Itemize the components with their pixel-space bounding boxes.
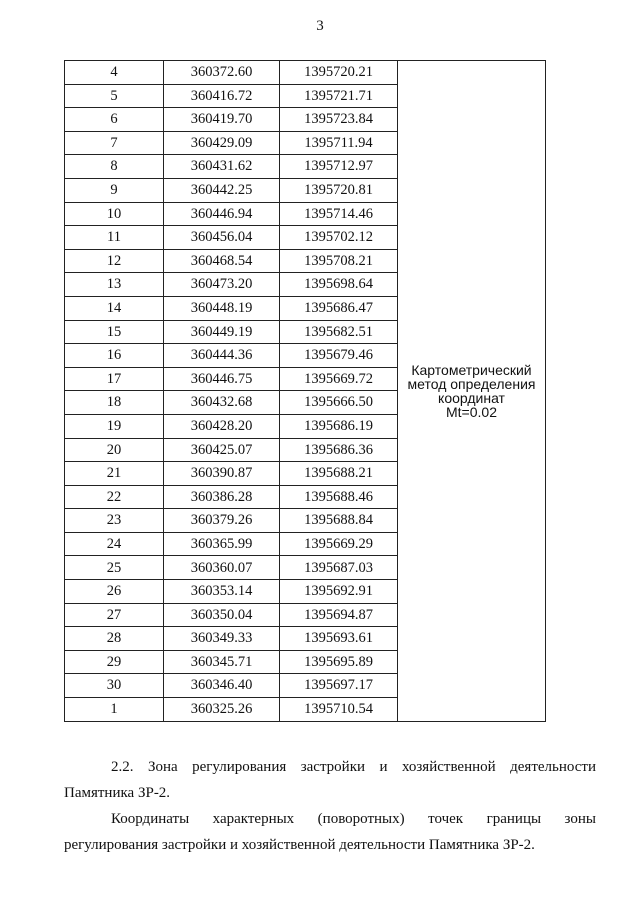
x-coordinate-cell: 360446.94 — [164, 202, 280, 226]
y-coordinate-cell: 1395721.71 — [280, 84, 398, 108]
point-number-cell: 19 — [65, 414, 164, 438]
y-coordinate-cell: 1395712.97 — [280, 155, 398, 179]
method-line: метод определения — [407, 375, 536, 392]
y-coordinate-cell: 1395682.51 — [280, 320, 398, 344]
x-coordinate-cell: 360431.62 — [164, 155, 280, 179]
x-coordinate-cell: 360444.36 — [164, 344, 280, 368]
method-line: Mt=0.02 — [446, 403, 497, 420]
y-coordinate-cell: 1395688.46 — [280, 485, 398, 509]
x-coordinate-cell: 360349.33 — [164, 627, 280, 651]
point-number-cell: 8 — [65, 155, 164, 179]
method-line: координат — [438, 389, 505, 406]
x-coordinate-cell: 360372.60 — [164, 61, 280, 85]
y-coordinate-cell: 1395720.81 — [280, 178, 398, 202]
point-number-cell: 11 — [65, 226, 164, 250]
x-coordinate-cell: 360390.87 — [164, 462, 280, 486]
y-coordinate-cell: 1395666.50 — [280, 391, 398, 415]
x-coordinate-cell: 360432.68 — [164, 391, 280, 415]
point-number-cell: 17 — [65, 367, 164, 391]
y-coordinate-cell: 1395669.72 — [280, 367, 398, 391]
x-coordinate-cell: 360473.20 — [164, 273, 280, 297]
y-coordinate-cell: 1395714.46 — [280, 202, 398, 226]
y-coordinate-cell: 1395698.64 — [280, 273, 398, 297]
method-cell — [398, 61, 546, 722]
point-number-cell: 4 — [65, 61, 164, 85]
y-coordinate-cell: 1395694.87 — [280, 603, 398, 627]
y-coordinate-cell: 1395723.84 — [280, 108, 398, 132]
x-coordinate-cell: 360425.07 — [164, 438, 280, 462]
y-coordinate-cell: 1395702.12 — [280, 226, 398, 250]
point-number-cell: 30 — [65, 674, 164, 698]
point-number-cell: 26 — [65, 580, 164, 604]
coordinates-table — [64, 60, 546, 722]
point-number-cell: 15 — [65, 320, 164, 344]
x-coordinate-cell: 360416.72 — [164, 84, 280, 108]
point-number-cell: 9 — [65, 178, 164, 202]
y-coordinate-cell: 1395669.29 — [280, 532, 398, 556]
x-coordinate-cell: 360360.07 — [164, 556, 280, 580]
section-paragraph — [64, 806, 596, 858]
section-heading-line-2: Памятника ЗР-2. — [64, 785, 171, 801]
point-number-cell: 23 — [65, 509, 164, 533]
x-coordinate-cell: 360353.14 — [164, 580, 280, 604]
point-number-cell: 1 — [65, 698, 164, 722]
point-number-cell: 7 — [65, 131, 164, 155]
point-number-cell: 16 — [65, 344, 164, 368]
y-coordinate-cell: 1395686.36 — [280, 438, 398, 462]
x-coordinate-cell: 360346.40 — [164, 674, 280, 698]
x-coordinate-cell: 360428.20 — [164, 414, 280, 438]
y-coordinate-cell: 1395679.46 — [280, 344, 398, 368]
x-coordinate-cell: 360365.99 — [164, 532, 280, 556]
section-paragraph-line-1: Координаты характерных (поворотных) точек границы зоны — [111, 811, 596, 827]
point-number-cell: 13 — [65, 273, 164, 297]
x-coordinate-cell: 360345.71 — [164, 650, 280, 674]
method-line: Картометрический — [411, 361, 532, 378]
x-coordinate-cell: 360449.19 — [164, 320, 280, 344]
y-coordinate-cell: 1395711.94 — [280, 131, 398, 155]
x-coordinate-cell: 360429.09 — [164, 131, 280, 155]
y-coordinate-cell: 1395708.21 — [280, 249, 398, 273]
x-coordinate-cell: 360446.75 — [164, 367, 280, 391]
point-number-cell: 27 — [65, 603, 164, 627]
section-heading — [64, 754, 596, 806]
x-coordinate-cell: 360379.26 — [164, 509, 280, 533]
y-coordinate-cell: 1395686.47 — [280, 296, 398, 320]
point-number-cell: 21 — [65, 462, 164, 486]
y-coordinate-cell: 1395688.21 — [280, 462, 398, 486]
point-number-cell: 12 — [65, 249, 164, 273]
x-coordinate-cell: 360325.26 — [164, 698, 280, 722]
x-coordinate-cell: 360442.25 — [164, 178, 280, 202]
y-coordinate-cell: 1395688.84 — [280, 509, 398, 533]
point-number-cell: 5 — [65, 84, 164, 108]
page-number: 3 — [316, 18, 324, 34]
x-coordinate-cell: 360448.19 — [164, 296, 280, 320]
y-coordinate-cell: 1395710.54 — [280, 698, 398, 722]
point-number-cell: 28 — [65, 627, 164, 651]
y-coordinate-cell: 1395695.89 — [280, 650, 398, 674]
table-row — [65, 61, 546, 85]
point-number-cell: 14 — [65, 296, 164, 320]
x-coordinate-cell: 360350.04 — [164, 603, 280, 627]
point-number-cell: 25 — [65, 556, 164, 580]
y-coordinate-cell: 1395692.91 — [280, 580, 398, 604]
point-number-cell: 24 — [65, 532, 164, 556]
x-coordinate-cell: 360386.28 — [164, 485, 280, 509]
x-coordinate-cell: 360419.70 — [164, 108, 280, 132]
y-coordinate-cell: 1395693.61 — [280, 627, 398, 651]
section-heading-line-1: 2.2. Зона регулирования застройки и хозяйственной деятельности — [111, 759, 596, 775]
point-number-cell: 20 — [65, 438, 164, 462]
x-coordinate-cell: 360468.54 — [164, 249, 280, 273]
section-paragraph-line-2: регулирования застройки и хозяйственной деятельности Памятника ЗР-2. — [64, 837, 535, 853]
point-number-cell: 10 — [65, 202, 164, 226]
y-coordinate-cell: 1395687.03 — [280, 556, 398, 580]
y-coordinate-cell: 1395697.17 — [280, 674, 398, 698]
coordinates-table-body — [65, 61, 546, 722]
point-number-cell: 29 — [65, 650, 164, 674]
y-coordinate-cell: 1395720.21 — [280, 61, 398, 85]
x-coordinate-cell: 360456.04 — [164, 226, 280, 250]
y-coordinate-cell: 1395686.19 — [280, 414, 398, 438]
point-number-cell: 6 — [65, 108, 164, 132]
point-number-cell: 22 — [65, 485, 164, 509]
point-number-cell: 18 — [65, 391, 164, 415]
